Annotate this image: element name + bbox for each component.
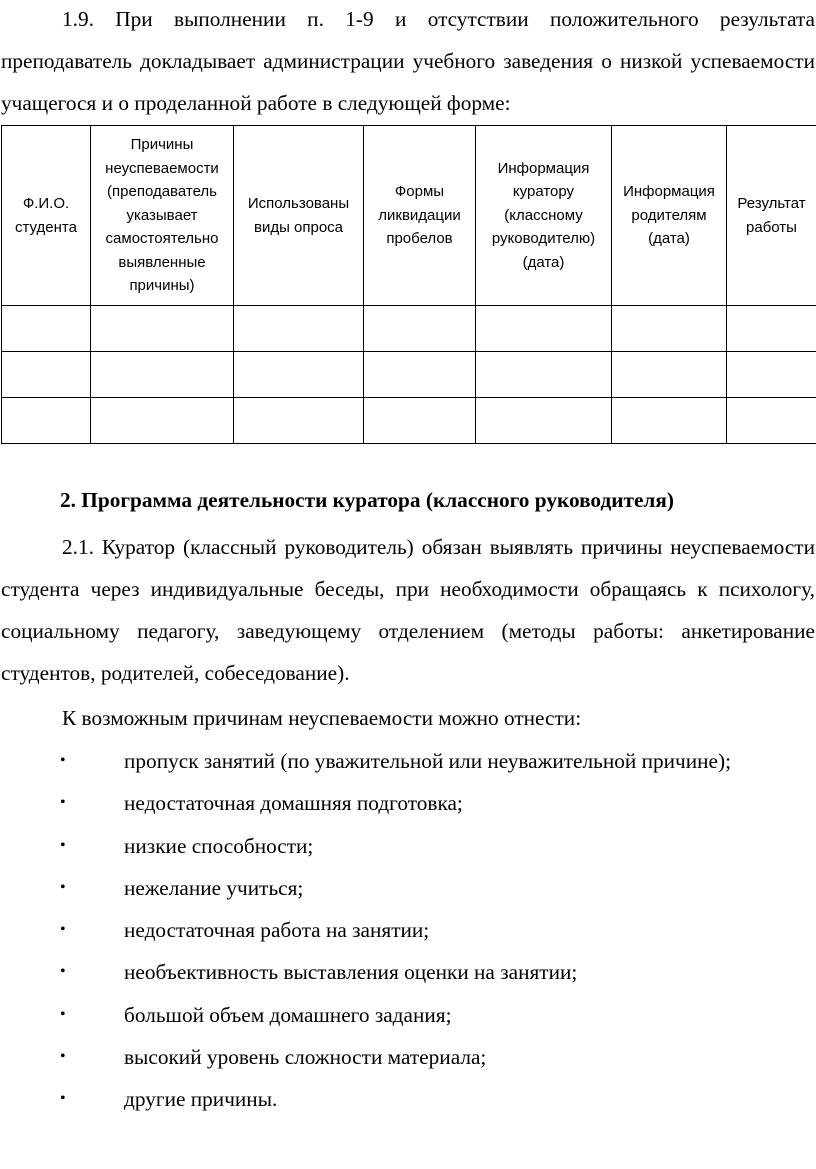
table-cell-empty [476, 398, 612, 444]
table-row [2, 306, 816, 352]
list-item [0, 951, 816, 993]
table-cell-empty [364, 306, 476, 352]
reason-text: нежелание учиться; [124, 875, 304, 900]
bullet-icon: • [60, 752, 66, 769]
table-cell-empty [612, 398, 727, 444]
list-item [0, 782, 816, 824]
table-cell-empty [234, 398, 364, 444]
table-cell-empty [476, 306, 612, 352]
header-failure-reasons: Причины неуспеваемости (преподаватель указывает самостоятельно выявленные причины) [91, 126, 234, 306]
table-row [2, 398, 816, 444]
table-cell-empty [91, 306, 234, 352]
table-body [2, 306, 816, 444]
reasons-intro: К возможным причинам неуспеваемости можно отнести: [62, 706, 582, 730]
bullet-icon: • [60, 1048, 66, 1066]
list-item [0, 825, 816, 867]
table-cell-empty [91, 398, 234, 444]
header-student-name: Ф.И.О. студента [2, 126, 91, 306]
table-cell-empty [364, 352, 476, 398]
list-item [0, 740, 816, 782]
reason-text: недостаточная домашняя подготовка; [124, 791, 463, 816]
reason-text: пропуск занятий (по уважительной или неуважительной причине); [124, 749, 731, 773]
list-item [0, 1078, 816, 1120]
reasons-list [0, 740, 816, 1121]
bullet-icon: • [60, 963, 66, 981]
table-cell-empty [727, 352, 816, 398]
list-item [0, 994, 816, 1036]
table-cell-empty [612, 306, 727, 352]
reason-text: низкие способности; [124, 833, 314, 858]
bullet-icon: • [60, 836, 66, 854]
intro-text: 1.9. При выполнении п. 1-9 и отсутствии положительного результата преподаватель докладывает администрации учебного заведения о низкой успеваемости учащегося и о проделанной работе в следующей форме: [1, 7, 815, 115]
bullet-icon: • [60, 878, 66, 896]
list-item [0, 1036, 816, 1078]
reason-text: большой объем домашнего задания; [124, 1002, 452, 1027]
table-cell-empty [364, 398, 476, 444]
header-gap-elimination: Формы ликвидации пробелов [364, 126, 476, 306]
table-cell-empty [476, 352, 612, 398]
table-cell-empty [234, 352, 364, 398]
table-cell-empty [91, 352, 234, 398]
reason-text: другие причины. [124, 1087, 278, 1112]
header-parent-info: Информация родителям (дата) [612, 126, 727, 306]
bullet-icon: • [60, 921, 66, 939]
table-cell-empty [727, 306, 816, 352]
header-work-result: Результат работы [727, 126, 816, 306]
reason-text: высокий уровень сложности материала; [124, 1045, 487, 1070]
bullet-icon: • [60, 1090, 66, 1108]
report-form-table [1, 125, 816, 444]
table-header-row [2, 126, 816, 306]
reason-text: необъективность выставления оценки на занятии; [124, 960, 578, 985]
header-survey-types: Использованы виды опроса [234, 126, 364, 306]
section-2-heading: 2. Программа деятельности куратора (классного руководителя) [60, 488, 674, 512]
header-curator-info: Информация куратору (классному руководителю) (дата) [476, 126, 612, 306]
bullet-icon: • [60, 1005, 66, 1023]
table-cell-empty [612, 352, 727, 398]
table-cell-empty [234, 306, 364, 352]
bullet-icon: • [60, 794, 66, 812]
reason-text: недостаточная работа на занятии; [124, 918, 430, 943]
list-item [0, 867, 816, 909]
table-cell-empty [2, 398, 91, 444]
table-row [2, 352, 816, 398]
list-item [0, 909, 816, 951]
intro-paragraph [1, 0, 815, 124]
table-cell-empty [727, 398, 816, 444]
table-cell-empty [2, 352, 91, 398]
table-cell-empty [2, 306, 91, 352]
section-2-1-paragraph: 2.1. Куратор (классный руководитель) обязан выявлять причины неуспеваемости студента через индивидуальные беседы, при необходимости обращаясь к психологу, социальному педагогу, заведующему отделением (методы работы: анкетирование студентов, родителей, собеседование). [1, 535, 815, 685]
